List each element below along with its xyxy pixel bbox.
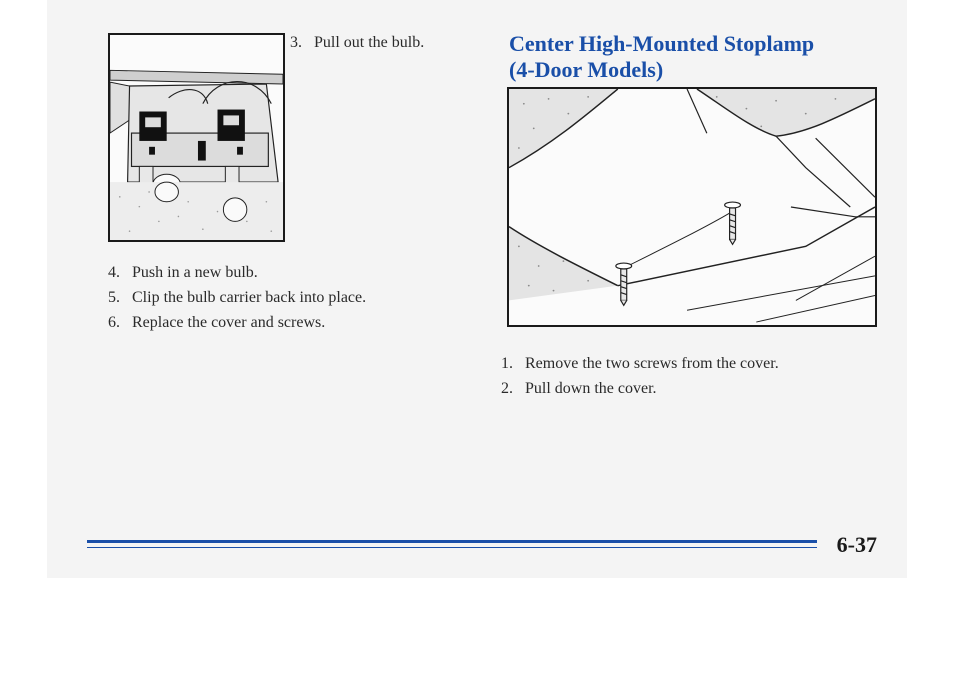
step-number: 2. (501, 380, 513, 397)
stoplamp-cover-screws-illustration (507, 87, 877, 327)
section-heading (509, 31, 814, 83)
step-number: 3. (290, 34, 302, 51)
manual-page (47, 0, 907, 578)
step-number: 5. (108, 289, 120, 306)
step-number: 1. (501, 355, 513, 372)
step-1 (501, 354, 779, 374)
step-3 (290, 33, 424, 53)
step-text: Pull out the bulb. (314, 34, 425, 51)
step-number: 4. (108, 264, 120, 281)
step-6 (108, 313, 325, 333)
step-text: Replace the cover and screws. (132, 314, 326, 331)
step-5 (108, 288, 366, 308)
step-text: Clip the bulb carrier back into place. (132, 289, 367, 306)
step-text: Remove the two screws from the cover. (525, 355, 779, 372)
heading-line-2: (4-Door Models) (509, 57, 664, 82)
step-number: 6. (108, 314, 120, 331)
step-text: Pull down the cover. (525, 380, 657, 397)
footer-rule-thin (87, 547, 817, 548)
step-2 (501, 379, 657, 399)
heading-line-1: Center High-Mounted Stoplamp (509, 31, 815, 56)
page-number: 6-37 (836, 532, 877, 557)
footer-rule (87, 540, 817, 543)
step-4 (108, 263, 258, 283)
bulb-carrier-illustration (108, 33, 285, 242)
step-text: Push in a new bulb. (132, 264, 258, 281)
